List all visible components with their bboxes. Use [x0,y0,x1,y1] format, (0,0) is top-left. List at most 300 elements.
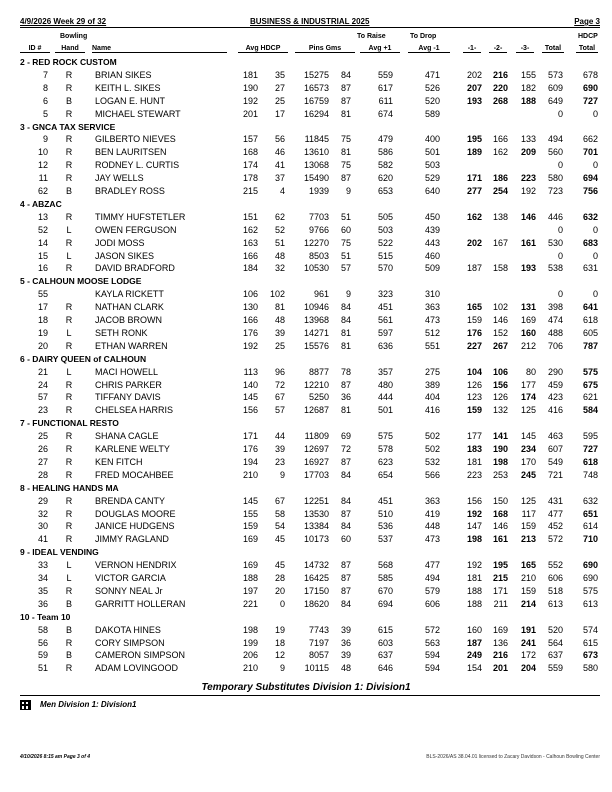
cell-drop: 310 [424,289,440,300]
cell-ht: 605 [582,327,598,338]
cell-pins: 5250 [308,392,329,403]
player-row [0,586,612,598]
cell-hdcp: 20 [274,585,285,596]
cell-drop: 572 [424,624,440,635]
cell-pins: 961 [313,289,329,300]
cell-g1: 188 [466,585,482,596]
cell-raise: 480 [377,379,393,390]
cell-g3: 131 [520,302,536,313]
player-row [0,470,612,482]
player-row [0,238,612,250]
player-row [0,392,612,404]
cell-id: 29 [37,495,48,506]
cell-hdcp: 54 [274,521,285,532]
cell-raise: 653 [377,186,393,196]
cell-gms: 51 [340,211,351,222]
cell-hand: R [65,405,73,416]
cell-avg: 201 [242,108,258,119]
cell-gms: 87 [340,560,351,571]
cell-total: 520 [547,624,563,635]
player-row [0,96,612,108]
cell-avg: 184 [242,263,258,274]
cell-name: GARRITT HOLLERAN [95,598,186,609]
cell-hdcp: 39 [274,327,285,338]
cell-g3: 188 [520,95,536,106]
cell-name: MICHAEL STEWART [95,108,181,119]
col-avg-minus: Avg -1 [408,45,450,53]
cell-raise: 597 [377,327,393,338]
player-row [0,496,612,508]
cell-ht: 683 [582,237,598,248]
cell-name: JASON SIKES [95,250,155,261]
cell-id: 35 [37,585,48,596]
player-row [0,186,612,198]
cell-hand: L [66,560,72,571]
cell-raise: 623 [377,456,393,467]
cell-gms: 87 [340,173,351,184]
cell-hand: R [65,534,73,545]
cell-pins: 17150 [303,585,329,596]
cell-raise: 575 [377,431,393,442]
cell-hdcp: 9 [279,469,285,480]
cell-pins: 16573 [303,82,329,93]
cell-avg: 145 [242,392,258,403]
cell-g2: 169 [492,624,508,635]
cell-ht: 580 [582,663,598,674]
cell-name: CHRIS PARKER [95,379,162,390]
cell-avg: 206 [242,650,258,661]
cell-drop: 509 [424,263,440,274]
cell-g2: 152 [492,327,508,338]
player-row [0,534,612,546]
cell-g3: 212 [520,340,536,351]
cell-g1: 223 [466,469,482,480]
cell-raise: 636 [377,340,393,351]
cell-gms: 81 [340,327,351,338]
cell-drop: 477 [424,560,440,571]
cell-raise: 646 [377,663,393,674]
cell-raise: 515 [377,250,393,261]
cell-g1: 177 [466,431,482,442]
cell-name: ETHAN WARREN [95,340,168,351]
cell-name: SHANA CAGLE [95,431,159,442]
cell-gms: 9 [345,289,351,300]
col-game1: -1- [463,45,481,53]
cell-g1: 165 [466,302,482,313]
cell-id: 5 [42,108,48,119]
cell-ht: 727 [582,95,598,106]
cell-total: 549 [547,456,563,467]
cell-ht: 673 [582,650,598,661]
cell-id: 17 [37,302,48,313]
cell-ht: 0 [592,289,598,300]
cell-ht: 574 [582,624,598,635]
cell-raise: 451 [377,495,393,506]
cell-id: 20 [37,340,48,351]
cell-id: 6 [42,95,48,106]
cell-raise: 451 [377,302,393,313]
cell-raise: 479 [377,134,393,145]
cell-id: 57 [37,392,48,403]
player-row [0,650,612,662]
cell-gms: 87 [340,508,351,519]
cell-total: 477 [547,508,563,519]
player-row [0,341,612,353]
cell-gms: 81 [340,405,351,416]
cell-pins: 13530 [303,508,329,519]
cell-drop: 460 [424,250,440,261]
cell-pins: 12210 [303,379,329,390]
cell-total: 637 [547,650,563,661]
cell-hdcp: 48 [274,315,285,325]
cell-raise: 578 [377,444,393,454]
cell-ht: 0 [592,108,598,119]
cell-pins: 13968 [303,315,329,325]
cell-hdcp: 72 [274,379,285,390]
cell-gms: 87 [340,585,351,596]
team-heading: 10 - Team 10 [20,611,71,622]
cell-hdcp: 51 [274,237,285,248]
cell-ht: 690 [582,573,598,583]
cell-g1: 123 [466,392,482,403]
col-hdcp-total: Total [576,45,598,53]
cell-id: 27 [37,456,48,467]
cell-hdcp: 58 [274,508,285,519]
cell-g2: 132 [492,405,508,416]
cell-g3: 170 [520,456,536,467]
cell-total: 398 [547,302,563,313]
cell-hand: R [65,508,73,519]
cell-avg: 188 [242,573,258,583]
cell-pins: 16425 [303,573,329,583]
cell-hand: R [65,237,73,248]
cell-ht: 632 [582,495,598,506]
cell-g2: 195 [492,560,508,571]
cell-pins: 10530 [303,263,329,274]
cell-hand: R [65,637,73,648]
cell-g3: 174 [520,392,536,403]
cell-pins: 13610 [303,147,329,158]
cell-name: BRENDA CANTY [95,495,166,506]
cell-ht: 618 [582,456,598,467]
cell-g1: 147 [466,521,482,532]
cell-total: 606 [547,573,563,583]
player-row [0,147,612,159]
cell-total: 530 [547,237,563,248]
cell-gms: 51 [340,250,351,261]
cell-pins: 12270 [303,237,329,248]
cell-hdcp: 17 [274,108,285,119]
cell-total: 613 [547,598,563,609]
cell-hdcp: 25 [274,340,285,351]
cell-hdcp: 48 [274,250,285,261]
cell-total: 552 [547,560,563,571]
team-heading: 6 - DAIRY QUEEN of CALHOUN [20,353,147,364]
cell-avg: 159 [242,521,258,532]
cell-name: CHELSEA HARRIS [95,405,174,416]
cell-hdcp: 96 [274,366,285,377]
col-game3: -3- [516,45,534,53]
col-bowling: Bowling [60,33,88,40]
cell-gms: 84 [340,469,351,480]
cell-id: 59 [37,650,48,661]
cell-hand: B [65,650,72,661]
cell-g3: 125 [520,495,536,506]
cell-g1: 159 [466,405,482,416]
cell-id: 34 [37,573,48,583]
cell-pins: 7743 [308,624,329,635]
player-row [0,367,612,379]
cell-raise: 620 [377,173,393,184]
cell-id: 41 [37,534,48,545]
cell-drop: 389 [424,379,440,390]
cell-raise: 582 [377,160,393,171]
cell-id: 26 [37,444,48,454]
col-total: Total [542,45,564,53]
cell-g2: 136 [492,637,508,648]
cell-gms: 81 [340,340,351,351]
cell-id: 9 [42,134,48,145]
cell-raise: 586 [377,147,393,158]
cell-avg: 166 [242,315,258,325]
cell-gms: 84 [340,495,351,506]
cell-name: ADAM LOVINGOOD [95,663,179,674]
cell-ht: 641 [582,302,598,313]
cell-drop: 448 [424,521,440,532]
cell-name: BRIAN SIKES [95,69,152,80]
team-heading: 5 - CALHOUN MOOSE LODGE [20,276,142,287]
cell-drop: 563 [424,637,440,648]
cell-hand: R [65,392,73,403]
cell-name: FRED MOCAHBEE [95,469,174,480]
cell-drop: 450 [424,211,440,222]
cell-id: 16 [37,263,48,274]
cell-total: 0 [557,250,563,261]
cell-drop: 363 [424,495,440,506]
cell-g1: 181 [466,456,482,467]
cell-hand: R [65,585,73,596]
cell-hdcp: 45 [274,560,285,571]
cell-g2: 186 [492,173,508,184]
cell-name: DOUGLAS MOORE [95,508,176,519]
cell-hand: R [65,340,73,351]
cell-drop: 275 [424,366,440,377]
cell-name: GILBERTO NIEVES [95,134,176,145]
cell-hand: L [66,250,72,261]
cell-gms: 84 [340,598,351,609]
cell-id: 8 [42,82,48,93]
header-divider [20,27,600,28]
cell-avg: 168 [242,147,258,158]
cell-hand: B [65,186,72,196]
cell-g3: 193 [520,263,536,274]
cell-name: BEN LAURITSEN [95,147,167,158]
cell-name: JANICE HUDGENS [95,521,175,532]
cell-raise: 536 [377,521,393,532]
cell-g2: 253 [492,469,508,480]
cell-gms: 84 [340,315,351,325]
cell-ht: 748 [582,469,598,480]
cell-hand: R [65,69,73,80]
cell-avg: 155 [242,508,258,519]
cell-pins: 7703 [308,211,329,222]
cell-pins: 14732 [303,560,329,571]
temp-substitutes-heading: Temporary Substitutes Division 1: Division1 [201,682,411,693]
cell-drop: 419 [424,508,440,519]
cell-total: 463 [547,431,563,442]
cell-g2: 106 [492,366,508,377]
cell-name: VICTOR GARCIA [95,573,166,583]
cell-hand: R [65,456,73,467]
cell-pins: 15490 [303,173,329,184]
cell-avg: 157 [242,134,258,145]
cell-pins: 8057 [308,650,329,661]
cell-raise: 568 [377,560,393,571]
cell-hdcp: 0 [279,598,285,609]
cell-hdcp: 62 [274,211,285,222]
cell-name: JACOB BROWN [95,315,163,325]
cell-raise: 615 [377,624,393,635]
cell-drop: 589 [424,108,440,119]
player-row [0,509,612,521]
cell-g2: 216 [492,69,508,80]
cell-hdcp: 23 [274,456,285,467]
cell-raise: 561 [377,315,393,325]
cell-avg: 169 [242,534,258,545]
cell-id: 28 [37,469,48,480]
cell-ht: 621 [582,392,598,403]
cell-pins: 9766 [308,224,329,235]
cell-id: 23 [37,405,48,416]
cell-raise: 505 [377,211,393,222]
cell-ht: 727 [582,444,598,454]
cell-ht: 756 [582,186,598,196]
cell-pins: 13068 [303,160,329,171]
cell-avg: 130 [242,302,258,313]
cell-avg: 163 [242,237,258,248]
cell-drop: 532 [424,456,440,467]
cell-avg: 197 [242,585,258,596]
cell-avg: 169 [242,560,258,571]
player-row [0,70,612,82]
cell-ht: 614 [582,521,598,532]
cell-g3: 245 [520,469,536,480]
cell-g1: 198 [466,534,482,545]
col-to-drop: To Drop [410,33,437,40]
cell-ht: 575 [582,366,598,377]
cell-raise: 444 [377,392,393,403]
cell-name: TIFFANY DAVIS [95,392,161,403]
footer-printed: 4/10/2026 8:15 am Page 3 of 4 [20,754,91,760]
cell-g3: 159 [520,521,536,532]
cell-gms: 48 [340,663,351,674]
player-row [0,251,612,263]
cell-g2: 171 [492,585,508,596]
cell-name: OWEN FERGUSON [95,224,177,235]
cell-total: 706 [547,340,563,351]
bowling-pins-icon [20,700,31,710]
cell-pins: 10946 [303,302,329,313]
cell-g3: 117 [521,508,536,519]
cell-ht: 615 [582,637,598,648]
cell-g3: 146 [520,211,536,222]
cell-total: 0 [557,108,563,119]
cell-id: 10 [37,147,48,158]
cell-hand: R [65,444,73,454]
col-hand: Hand [55,45,85,53]
cell-drop: 566 [424,469,440,480]
cell-hand: L [66,224,72,235]
cell-raise: 522 [377,237,393,248]
cell-g1: 249 [466,650,482,661]
cell-g1: 176 [466,327,482,338]
cell-hand: R [65,302,73,313]
player-row [0,560,612,572]
cell-total: 431 [547,495,563,506]
cell-drop: 520 [424,95,440,106]
cell-g3: 191 [520,624,536,635]
cell-hand: R [65,495,73,506]
cell-hdcp: 81 [274,302,285,313]
player-row [0,431,612,443]
cell-avg: 192 [242,95,258,106]
cell-g1: 202 [466,69,482,80]
cell-gms: 39 [340,624,351,635]
team-heading: 7 - FUNCTIONAL RESTO [20,418,119,429]
cell-g1: 126 [466,379,482,390]
cell-drop: 529 [424,173,440,184]
cell-g1: 104 [466,366,482,377]
cell-ht: 584 [582,405,598,416]
report-date-week: 4/9/2026 Week 29 of 32 [20,17,107,26]
report-title: BUSINESS & INDUSTRIAL 2025 [250,17,370,26]
cell-total: 474 [547,315,563,325]
cell-raise: 357 [377,366,393,377]
cell-pins: 16759 [303,95,329,106]
cell-hand: L [66,327,72,338]
cell-hdcp: 46 [274,147,285,158]
player-row [0,521,612,533]
men-division-heading: Men Division 1: Division1 [40,700,137,709]
cell-id: 19 [37,327,48,338]
cell-id: 13 [37,211,48,222]
player-row [0,444,612,456]
cell-name: KAYLA RICKETT [95,289,164,300]
cell-hand: R [65,379,73,390]
cell-g1: 189 [466,147,482,158]
cell-gms: 57 [340,263,351,274]
player-row [0,315,612,327]
cell-gms: 9 [345,186,351,196]
player-row [0,83,612,95]
cell-ht: 710 [582,534,598,545]
cell-avg: 198 [242,624,258,635]
cell-ht: 0 [592,160,598,171]
player-row [0,599,612,611]
cell-gms: 84 [340,302,351,313]
cell-g3: 213 [520,534,536,545]
cell-g2: 167 [492,237,508,248]
cell-total: 423 [547,392,563,403]
cell-g1: 159 [466,315,482,325]
cell-g3: 214 [520,598,536,609]
cell-hdcp: 25 [274,95,285,106]
cell-g3: 159 [520,585,536,596]
cell-hand: R [65,469,73,480]
cell-g1: 202 [466,237,482,248]
cell-id: 32 [37,508,48,519]
cell-name: SONNY NEAL Jr [95,585,163,596]
